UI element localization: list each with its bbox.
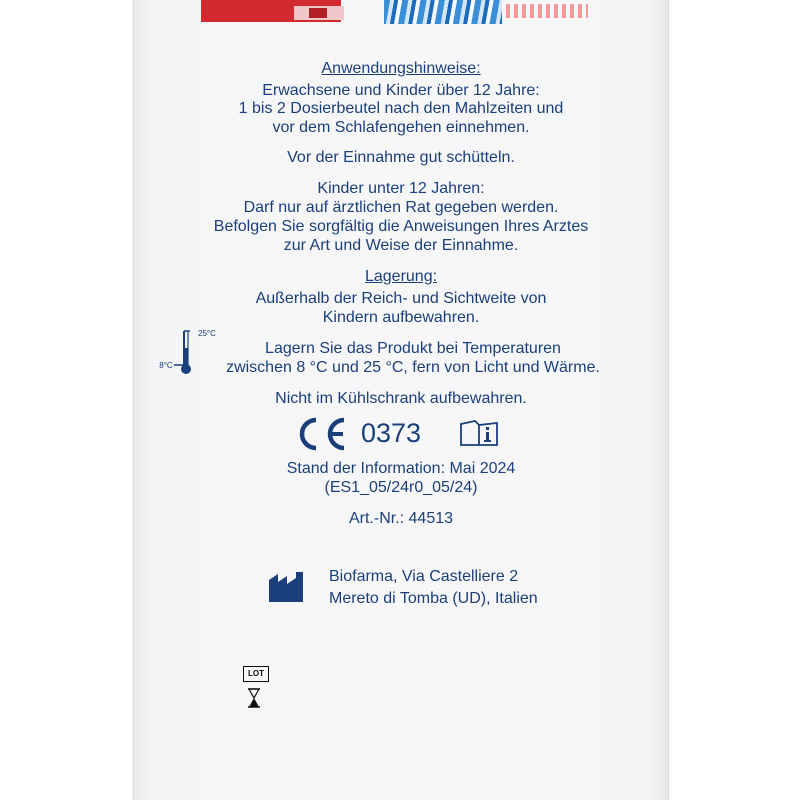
top-brand-graphics: [134, 0, 668, 26]
expiry-hourglass-icon: [247, 688, 261, 708]
ce-notified-body-number: 0373: [361, 418, 422, 448]
manufacturer-address: [329, 566, 538, 610]
info-code: (ES1_05/24r0_05/24): [324, 479, 478, 496]
thermometer-icon: [158, 328, 228, 378]
pink-graphic-strip: [506, 4, 588, 18]
red-logo-mark: [309, 8, 327, 18]
usage-adults-line: vor dem Schlafengehen einnehmen.: [272, 119, 530, 136]
storage-temp-line: zwischen 8 °C und 25 °C, fern von Licht und Wärme.: [226, 359, 600, 376]
usage-children-line: Befolgen Sie sorgfältig die Anweisungen Ihres Arztes: [213, 218, 589, 235]
usage-adults-line: 1 bis 2 Dosierbeutel nach den Mahlzeiten und: [238, 100, 564, 117]
storage-line: Kindern aufbewahren.: [322, 309, 480, 326]
instructions-book-icon: [459, 418, 501, 448]
article-number: Art.-Nr.: 44513: [348, 510, 454, 527]
usage-shake-line: Vor der Einnahme gut schütteln.: [287, 149, 515, 166]
certification-row: [294, 414, 544, 454]
storage-line: Außerhalb der Reich- und Sichtweite von: [255, 290, 547, 307]
usage-adults-line: Erwachsene und Kinder über 12 Jahre:: [262, 82, 540, 99]
manufacturer-line: Biofarma, Via Castelliere 2: [329, 568, 519, 585]
storage-temp-line: Lagern Sie das Produkt bei Temperaturen: [265, 340, 561, 357]
ce-mark-icon: [294, 416, 350, 452]
package-back-panel: [133, 0, 669, 800]
manufacturer-icon: [268, 572, 304, 602]
usage-heading: Anwendungshinweise:: [321, 60, 481, 77]
storage-heading: Lagerung:: [364, 268, 438, 285]
usage-children-line: zur Art und Weise der Einnahme.: [283, 237, 519, 254]
usage-children-line: Darf nur auf ärztlichen Rat gegeben werden.: [243, 199, 559, 216]
thermo-low-label: 8°C: [159, 361, 173, 370]
info-date: Stand der Information: Mai 2024: [286, 460, 516, 477]
lot-symbol: LOT: [243, 666, 269, 682]
storage-fridge-line: Nicht im Kühlschrank aufbewahren.: [275, 390, 527, 407]
thermo-high-label: 25°C: [198, 329, 216, 338]
usage-children-line: Kinder unter 12 Jahren:: [317, 180, 485, 197]
blue-graphic-strip: [384, 0, 502, 24]
manufacturer-line: Mereto di Tomba (UD), Italien: [329, 590, 538, 607]
